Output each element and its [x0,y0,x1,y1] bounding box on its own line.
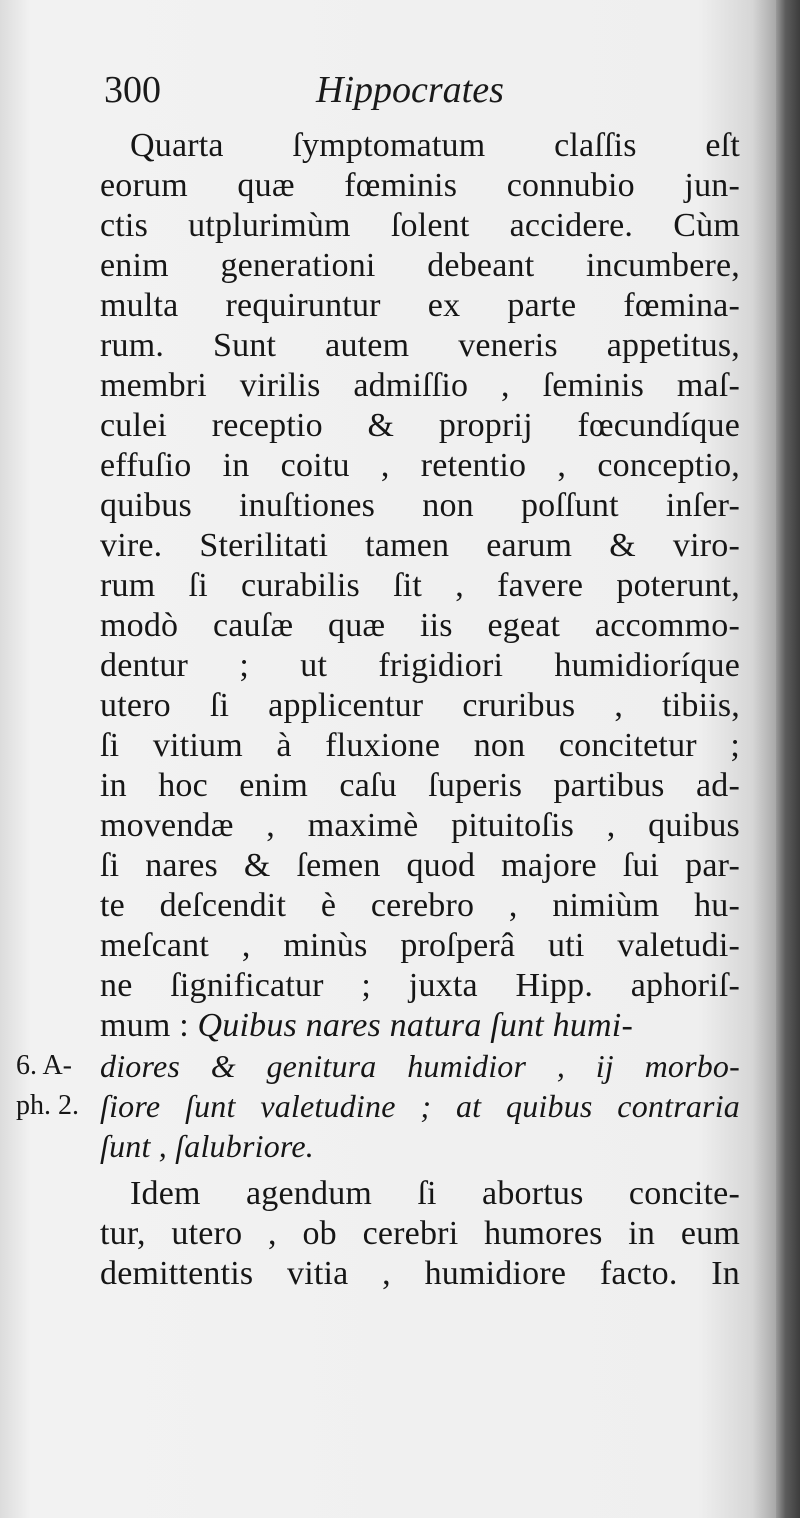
page-number: 300 [104,69,161,111]
text-line: Idem agendum ſi abortus concite- [130,1175,740,1212]
text-line: multa requiruntur ex parte fœmina- [100,287,740,324]
text-fragment: mum : [100,1007,189,1044]
text-line: enim generationi debeant incumbere, [100,247,740,284]
text-line: eorum quæ fœminis connubio jun- [100,167,740,204]
text-line: demittentis vitia , humidiore facto. In [100,1255,740,1292]
text-line [100,1006,740,1046]
text-line: culei receptio & proprij fœcundíque [100,407,740,444]
text-line: dentur ; ut frigidiori humidioríque [100,647,740,684]
margin-note: ph. 2. [16,1090,79,1121]
text-line: ſi vitium à fluxione non concitetur ; [100,727,740,764]
text-line: in hoc enim caſu ſuperis partibus ad- [100,767,740,804]
text-line: quibus inuſtiones non poſſunt inſer- [100,487,740,524]
text-line: rum. Sunt autem veneris appetitus, [100,327,740,364]
text-line: membri virilis admiſſio , ſeminis maſ- [100,367,740,404]
quotation-line: ſunt , ſalubriore. [100,1128,314,1164]
running-head [104,68,504,112]
running-title: Hippocrates [316,69,504,111]
text-line: ctis utplurimùm ſolent accidere. Cùm [100,207,740,244]
text-line: utero ſi applicentur cruribus , tibiis, [100,687,740,724]
text-line: movendæ , maximè pituitoſis , quibus [100,807,740,844]
quotation-line: ſiore ſunt valetudine ; at quibus contraria [100,1088,740,1124]
text-line: ſi nares & ſemen quod majore ſui par- [100,847,740,884]
quotation-line: diores & genitura humidior , ij morbo- [100,1048,740,1084]
text-line: modò cauſæ quæ iis egeat accommo- [100,607,740,644]
margin-note: 6. A- [16,1050,72,1081]
body-text [100,126,740,1294]
text-line: te deſcendit è cerebro , nimiùm hu- [100,887,740,924]
text-line: Quarta ſymptomatum claſſis eſt [130,127,740,164]
text-line: rum ſi curabilis ſit , favere poterunt, [100,567,740,604]
text-line: tur, utero , ob cerebri humores in eum [100,1215,740,1252]
text-line: meſcant , minùs proſperâ uti valetudi- [100,927,740,964]
quotation-italic: Quibus nares natura ſunt humi- [197,1007,633,1044]
text-line: ne ſignificatur ; juxta Hipp. aphoriſ- [100,967,740,1004]
text-line: vire. Sterilitati tamen earum & viro- [100,527,740,564]
text-line: effuſio in coitu , retentio , conceptio, [100,447,740,484]
page-edge-shadow [776,0,800,1518]
